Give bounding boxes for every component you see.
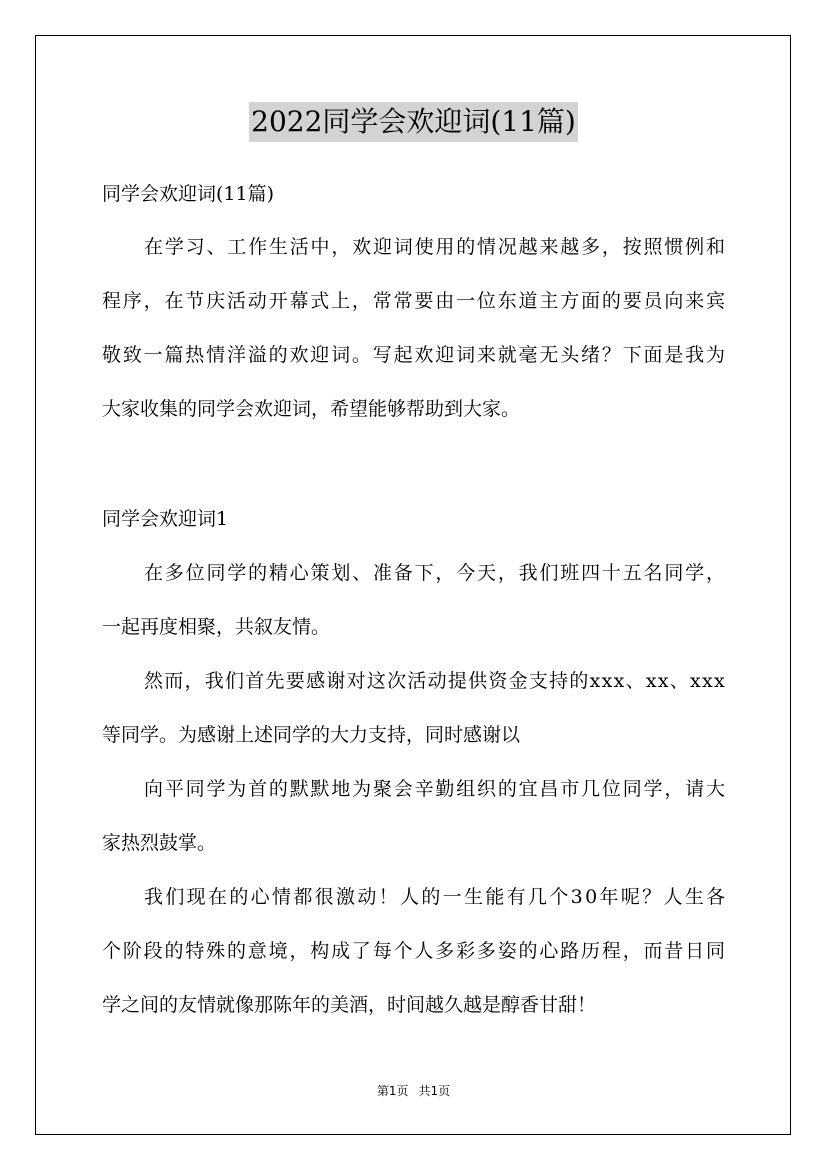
body-line-2: 一起再度相聚，共叙友情。 bbox=[102, 616, 331, 638]
section-heading: 同学会欢迎词1 bbox=[102, 508, 229, 530]
intro-line-4: 大家收集的同学会欢迎词，希望能够帮助到大家。 bbox=[102, 398, 521, 420]
body-line-9: 学之间的友情就像那陈年的美酒，时间越久越是醇香甘甜！ bbox=[102, 994, 597, 1016]
page-footer bbox=[0, 1082, 827, 1100]
body-line-5: 向平同学为首的默默地为聚会辛勤组织的宜昌市几位同学，请大 bbox=[144, 778, 727, 800]
body-line-1: 在多位同学的精心策划、准备下，今天，我们班四十五名同学， bbox=[144, 562, 727, 584]
body-line-8: 个阶段的特殊的意境，构成了每个人多彩多姿的心路历程，而昔日同 bbox=[102, 940, 727, 962]
body-line-6: 家热烈鼓掌。 bbox=[102, 832, 217, 854]
intro-line-2: 程序，在节庆活动开幕式上，常常要由一位东道主方面的要员向来宾 bbox=[102, 290, 727, 312]
body-line-3: 然而，我们首先要感谢对这次活动提供资金支持的xxx、xx、xxx bbox=[144, 670, 726, 692]
document-title: 2022同学会欢迎词(11篇) bbox=[249, 102, 578, 142]
page-total: 共1页 bbox=[418, 1084, 451, 1098]
title-container bbox=[0, 102, 827, 142]
page-current: 第1页 bbox=[376, 1084, 409, 1098]
intro-line-1: 在学习、工作生活中，欢迎词使用的情况越来越多，按照惯例和 bbox=[144, 236, 727, 258]
body-line-4: 等同学。为感谢上述同学的大力支持，同时感谢以 bbox=[102, 724, 521, 746]
body-line-7: 我们现在的心情都很激动！人的一生能有几个30年呢？人生各 bbox=[144, 886, 728, 908]
intro-line-3: 敬致一篇热情洋溢的欢迎词。写起欢迎词来就毫无头绪？下面是我为 bbox=[102, 344, 727, 366]
subtitle: 同学会欢迎词(11篇) bbox=[102, 183, 275, 205]
